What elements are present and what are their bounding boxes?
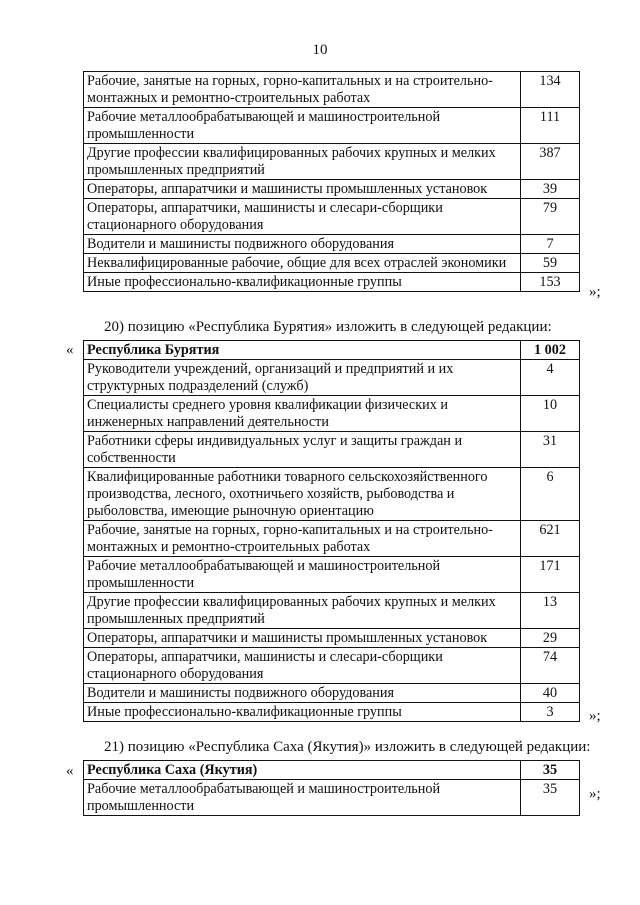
count-cell: 134 bbox=[521, 72, 580, 108]
instruction-item-20: 20) позицию «Республика Бурятия» изложить в следующей редакции: bbox=[104, 319, 552, 335]
count-cell: 35 bbox=[521, 780, 580, 816]
occupation-group-cell: Водители и машинисты подвижного оборудования bbox=[84, 684, 521, 703]
occupation-group-cell: Иные профессионально-квалификационные группы bbox=[84, 273, 521, 292]
count-cell: 31 bbox=[521, 432, 580, 468]
table-row bbox=[84, 273, 580, 292]
occupation-group-cell: Квалифицированные работники товарного сельскохозяйственного производства, лесного, охотничьего хозяйств, рыбоводства и рыболовства, имеющие рыночную ориентацию bbox=[84, 468, 521, 521]
table-row bbox=[84, 648, 580, 684]
count-cell: 39 bbox=[521, 180, 580, 199]
table-row bbox=[84, 108, 580, 144]
occupation-group-cell: Рабочие металлообрабатывающей и машиностроительной промышленности bbox=[84, 108, 521, 144]
occupation-group-cell: Операторы, аппаратчики и машинисты промышленных установок bbox=[84, 629, 521, 648]
table-continuation-body bbox=[84, 72, 580, 292]
occupation-group-cell: Операторы, аппаратчики и машинисты промышленных установок bbox=[84, 180, 521, 199]
count-cell: 171 bbox=[521, 557, 580, 593]
occupation-group-cell: Рабочие, занятые на горных, горно-капитальных и на строительно-монтажных и ремонтно-строительных работах bbox=[84, 521, 521, 557]
occupation-group-cell: Другие профессии квалифицированных рабочих крупных и мелких промышленных предприятий bbox=[84, 593, 521, 629]
region-total-cell: 35 bbox=[521, 761, 580, 780]
closing-quote-mark: »; bbox=[589, 708, 601, 724]
table-row bbox=[84, 780, 580, 816]
region-total-cell: 1 002 bbox=[521, 341, 580, 360]
occupation-group-cell: Операторы, аппаратчики, машинисты и слесари-сборщики стационарного оборудования bbox=[84, 648, 521, 684]
occupation-group-cell: Рабочие, занятые на горных, горно-капитальных и на строительно-монтажных и ремонтно-строительных работах bbox=[84, 72, 521, 108]
count-cell: 10 bbox=[521, 396, 580, 432]
occupation-group-cell: Другие профессии квалифицированных рабочих крупных и мелких промышленных предприятий bbox=[84, 144, 521, 180]
count-cell: 74 bbox=[521, 648, 580, 684]
table-row bbox=[84, 684, 580, 703]
occupation-group-cell: Работники сферы индивидуальных услуг и защиты граждан и собственности bbox=[84, 432, 521, 468]
table-row bbox=[84, 396, 580, 432]
table-buryatia bbox=[83, 340, 580, 722]
table-sakha-body bbox=[84, 761, 580, 816]
count-cell: 29 bbox=[521, 629, 580, 648]
table-row bbox=[84, 235, 580, 254]
count-cell: 7 bbox=[521, 235, 580, 254]
count-cell: 621 bbox=[521, 521, 580, 557]
occupation-group-cell: Иные профессионально-квалификационные группы bbox=[84, 703, 521, 722]
table-row bbox=[84, 468, 580, 521]
opening-quote-mark: « bbox=[66, 763, 74, 779]
table-row bbox=[84, 199, 580, 235]
count-cell: 6 bbox=[521, 468, 580, 521]
count-cell: 13 bbox=[521, 593, 580, 629]
count-cell: 3 bbox=[521, 703, 580, 722]
count-cell: 79 bbox=[521, 199, 580, 235]
table-row bbox=[84, 629, 580, 648]
count-cell: 59 bbox=[521, 254, 580, 273]
opening-quote-mark: « bbox=[66, 342, 74, 358]
table-row bbox=[84, 360, 580, 396]
table-sakha bbox=[83, 760, 580, 816]
occupation-group-cell: Водители и машинисты подвижного оборудования bbox=[84, 235, 521, 254]
table-header-row bbox=[84, 341, 580, 360]
region-name-cell: Республика Бурятия bbox=[84, 341, 521, 360]
table-row bbox=[84, 72, 580, 108]
count-cell: 387 bbox=[521, 144, 580, 180]
table-header-row bbox=[84, 761, 580, 780]
table-row bbox=[84, 557, 580, 593]
occupation-group-cell: Неквалифицированные рабочие, общие для всех отраслей экономики bbox=[84, 254, 521, 273]
closing-quote-mark: »; bbox=[589, 284, 601, 300]
table-row bbox=[84, 254, 580, 273]
table-row bbox=[84, 703, 580, 722]
count-cell: 153 bbox=[521, 273, 580, 292]
page-number: 10 bbox=[312, 42, 328, 58]
table-continuation bbox=[83, 71, 580, 292]
table-row bbox=[84, 593, 580, 629]
count-cell: 40 bbox=[521, 684, 580, 703]
occupation-group-cell: Операторы, аппаратчики, машинисты и слесари-сборщики стационарного оборудования bbox=[84, 199, 521, 235]
occupation-group-cell: Рабочие металлообрабатывающей и машиностроительной промышленности bbox=[84, 557, 521, 593]
table-row bbox=[84, 432, 580, 468]
occupation-group-cell: Рабочие металлообрабатывающей и машиностроительной промышленности bbox=[84, 780, 521, 816]
occupation-group-cell: Руководители учреждений, организаций и предприятий и их структурных подразделений (служб) bbox=[84, 360, 521, 396]
region-name-cell: Республика Саха (Якутия) bbox=[84, 761, 521, 780]
table-row bbox=[84, 521, 580, 557]
table-row bbox=[84, 144, 580, 180]
table-buryatia-body bbox=[84, 341, 580, 722]
closing-quote-mark: »; bbox=[589, 786, 601, 802]
occupation-group-cell: Специалисты среднего уровня квалификации физических и инженерных направлений деятельности bbox=[84, 396, 521, 432]
instruction-item-21: 21) позицию «Республика Саха (Якутия)» изложить в следующей редакции: bbox=[104, 739, 591, 755]
count-cell: 111 bbox=[521, 108, 580, 144]
count-cell: 4 bbox=[521, 360, 580, 396]
table-row bbox=[84, 180, 580, 199]
